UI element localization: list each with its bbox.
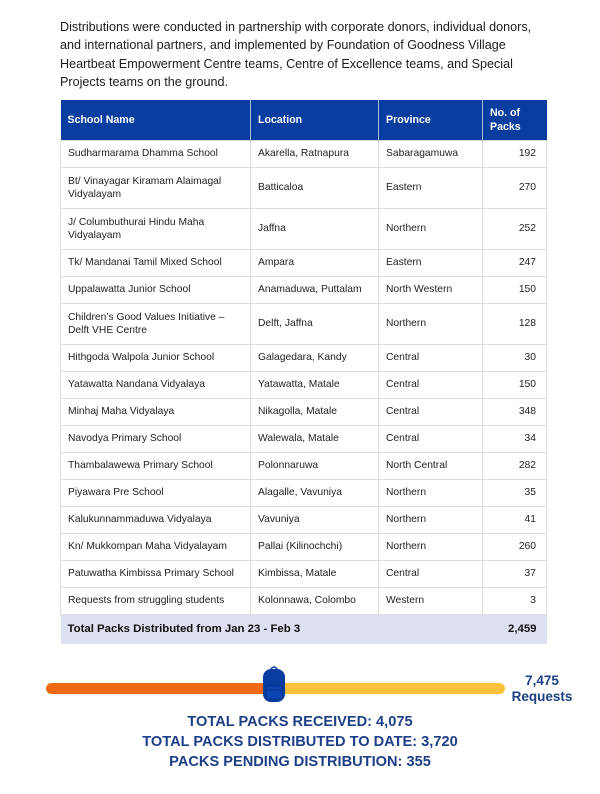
cell-school-name: Yatawatta Nandana Vidyalaya (61, 372, 251, 399)
cell-province: Central (379, 426, 483, 453)
header-location: Location (251, 100, 379, 141)
cell-province: North Central (379, 453, 483, 480)
intro-paragraph: Distributions were conducted in partnership with corporate donors, individual donors, and international partners, and implemented by Foundation of Goodness Village Heartbeat Empowerment Centre teams, Centre of Excellence teams, and Special Projects teams on the ground. (60, 20, 532, 89)
table-row (61, 141, 547, 168)
cell-province: Northern (379, 209, 483, 250)
progress-fill (46, 683, 274, 694)
cell-packs: 128 (483, 304, 547, 345)
table-row (61, 250, 547, 277)
table-row (61, 372, 547, 399)
table-row (61, 561, 547, 588)
cell-province: Central (379, 372, 483, 399)
total-value: 2,459 (483, 615, 547, 645)
backpack-icon (262, 665, 286, 703)
total-label: Total Packs Distributed from Jan 23 - Feb 3 (61, 615, 483, 645)
cell-school-name: Thambalawewa Primary School (61, 453, 251, 480)
cell-location: Galagedara, Kandy (251, 345, 379, 372)
cell-school-name: Minhaj Maha Vidyalaya (61, 399, 251, 426)
cell-school-name: J/ Columbuthurai Hindu Maha Vidyalayam (61, 209, 251, 250)
header-province: Province (379, 100, 483, 141)
cell-school-name: Children’s Good Values Initiative – Delft VHE Centre (61, 304, 251, 345)
table-row (61, 453, 547, 480)
requests-total (506, 673, 578, 705)
cell-school-name: Tk/ Mandanai Tamil Mixed School (61, 250, 251, 277)
cell-packs: 260 (483, 534, 547, 561)
requests-count: 7,475 (525, 673, 559, 688)
cell-location: Kimbissa, Matale (251, 561, 379, 588)
total-row (61, 615, 547, 645)
cell-province: North Western (379, 277, 483, 304)
cell-location: Alagalle, Vavuniya (251, 480, 379, 507)
table-row (61, 399, 547, 426)
cell-packs: 150 (483, 277, 547, 304)
cell-location: Ampara (251, 250, 379, 277)
cell-packs: 37 (483, 561, 547, 588)
cell-packs: 348 (483, 399, 547, 426)
distribution-table (60, 100, 547, 644)
cell-location: Delft, Jaffna (251, 304, 379, 345)
cell-location: Jaffna (251, 209, 379, 250)
table-row (61, 480, 547, 507)
table-row (61, 304, 547, 345)
cell-packs: 3 (483, 588, 547, 615)
cell-packs: 41 (483, 507, 547, 534)
summary-block (0, 712, 600, 772)
cell-packs: 35 (483, 480, 547, 507)
requests-label: Requests (511, 689, 573, 704)
cell-school-name: Patuwatha Kimbissa Primary School (61, 561, 251, 588)
cell-province: Sabaragamuwa (379, 141, 483, 168)
cell-province: Eastern (379, 250, 483, 277)
table-header-row (61, 100, 547, 141)
packs-pending: PACKS PENDING DISTRIBUTION: 355 (169, 754, 431, 770)
cell-location: Polonnaruwa (251, 453, 379, 480)
cell-school-name: Kn/ Mukkompan Maha Vidyalayam (61, 534, 251, 561)
table-row (61, 277, 547, 304)
cell-school-name: Uppalawatta Junior School (61, 277, 251, 304)
cell-province: Northern (379, 507, 483, 534)
cell-school-name: Kalukunnammaduwa Vidyalaya (61, 507, 251, 534)
cell-packs: 270 (483, 168, 547, 209)
header-packs: No. of Packs (483, 100, 547, 141)
cell-location: Akarella, Ratnapura (251, 141, 379, 168)
cell-location: Nikagolla, Matale (251, 399, 379, 426)
cell-packs: 247 (483, 250, 547, 277)
cell-province: Western (379, 588, 483, 615)
cell-province: Northern (379, 304, 483, 345)
table-row (61, 426, 547, 453)
cell-packs: 192 (483, 141, 547, 168)
cell-packs: 252 (483, 209, 547, 250)
cell-province: Eastern (379, 168, 483, 209)
table-row (61, 588, 547, 615)
cell-location: Walewala, Matale (251, 426, 379, 453)
table-row (61, 168, 547, 209)
table-row (61, 534, 547, 561)
cell-location: Pallai (Kilinochchi) (251, 534, 379, 561)
total-packs-received: TOTAL PACKS RECEIVED: 4,075 (187, 714, 413, 730)
cell-school-name: Piyawara Pre School (61, 480, 251, 507)
cell-province: Central (379, 561, 483, 588)
cell-location: Vavuniya (251, 507, 379, 534)
cell-province: Central (379, 399, 483, 426)
cell-school-name: Navodya Primary School (61, 426, 251, 453)
cell-location: Yatawatta, Matale (251, 372, 379, 399)
table-row (61, 209, 547, 250)
cell-packs: 34 (483, 426, 547, 453)
cell-province: Northern (379, 480, 483, 507)
cell-packs: 150 (483, 372, 547, 399)
cell-location: Anamaduwa, Puttalam (251, 277, 379, 304)
cell-province: Northern (379, 534, 483, 561)
cell-packs: 282 (483, 453, 547, 480)
cell-school-name: Bt/ Vinayagar Kiramam Alaimagal Vidyalayam (61, 168, 251, 209)
cell-location: Kolonnawa, Colombo (251, 588, 379, 615)
table-row (61, 345, 547, 372)
cell-location: Batticaloa (251, 168, 379, 209)
cell-school-name: Requests from struggling students (61, 588, 251, 615)
cell-school-name: Hithgoda Walpola Junior School (61, 345, 251, 372)
total-packs-distributed: TOTAL PACKS DISTRIBUTED TO DATE: 3,720 (142, 734, 458, 750)
cell-province: Central (379, 345, 483, 372)
table-row (61, 507, 547, 534)
header-school-name: School Name (61, 100, 251, 141)
cell-packs: 30 (483, 345, 547, 372)
cell-school-name: Sudharmarama Dhamma School (61, 141, 251, 168)
